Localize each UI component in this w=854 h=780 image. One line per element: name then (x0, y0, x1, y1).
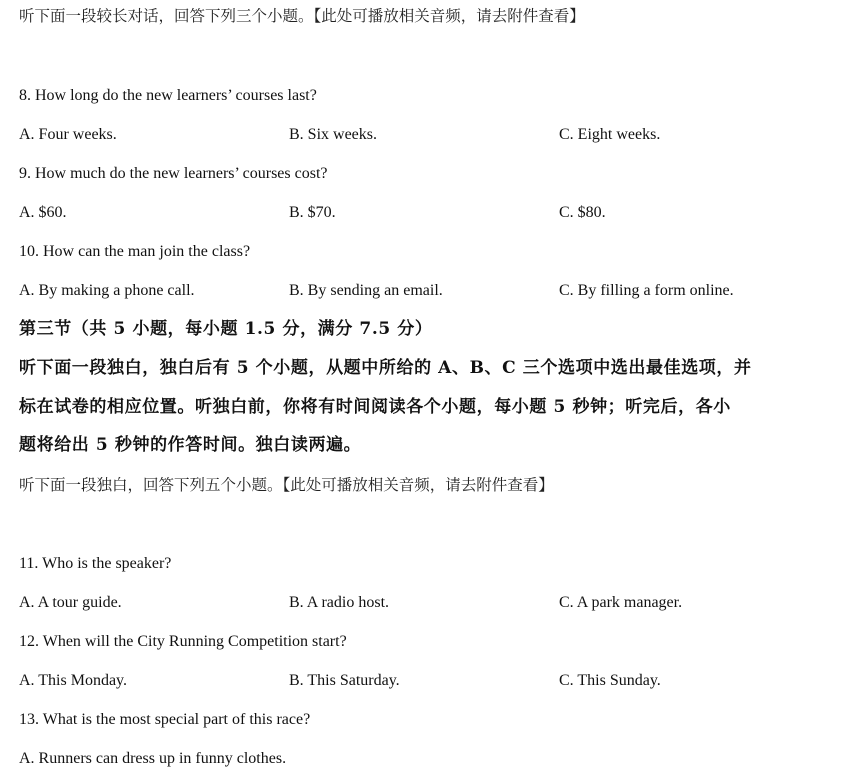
q8-option-b: B. Six weeks. (289, 126, 377, 143)
section-3-instruction-line-3: 题将给出 5 秒钟的作答时间。独白读两遍。 (19, 435, 362, 455)
q8-option-a: A. Four weeks. (19, 126, 117, 143)
question-11: 11. Who is the speaker? (19, 555, 172, 572)
q13-option-a: A. Runners can dress up in funny clothes. (19, 750, 287, 767)
q10-option-a: A. By making a phone call. (19, 282, 195, 299)
listening-intro-monologue: 听下面一段独白，回答下列五个小题。【此处可播放相关音频，请去附件查看】 (19, 476, 554, 494)
q11-option-c: C. A park manager. (559, 594, 683, 611)
section-3-title: 第三节（共 5 小题，每小题 1.5 分，满分 7.5 分） (19, 319, 433, 339)
q9-option-c: C. $80. (559, 204, 606, 221)
q12-option-c: C. This Sunday. (559, 672, 661, 689)
question-10: 10. How can the man join the class? (19, 243, 251, 260)
q10-option-b: B. By sending an email. (289, 282, 443, 299)
question-8: 8. How long do the new learners’ courses last? (19, 87, 317, 104)
q9-option-b: B. $70. (289, 204, 336, 221)
q12-option-a: A. This Monday. (19, 672, 127, 689)
section-3-instruction-line-1: 听下面一段独白，独白后有 5 个小题，从题中所给的 A、B、C 三个选项中选出最佳选项，并 (19, 358, 752, 378)
q12-option-b: B. This Saturday. (289, 672, 400, 689)
section-3-instruction-line-2: 标在试卷的相应位置。听独白前，你将有时间阅读各个小题，每小题 5 秒钟；听完后，各小 (19, 397, 731, 417)
question-12: 12. When will the City Running Competition start? (19, 633, 347, 650)
question-13: 13. What is the most special part of this race? (19, 711, 311, 728)
q9-option-a: A. $60. (19, 204, 67, 221)
q10-option-c: C. By filling a form online. (559, 282, 734, 299)
question-9: 9. How much do the new learners’ courses cost? (19, 165, 328, 182)
q11-option-a: A. A tour guide. (19, 594, 122, 611)
q11-option-b: B. A radio host. (289, 594, 390, 611)
q8-option-c: C. Eight weeks. (559, 126, 661, 143)
listening-intro-dialogue: 听下面一段较长对话，回答下列三个小题。【此处可播放相关音频，请去附件查看】 (19, 7, 585, 25)
